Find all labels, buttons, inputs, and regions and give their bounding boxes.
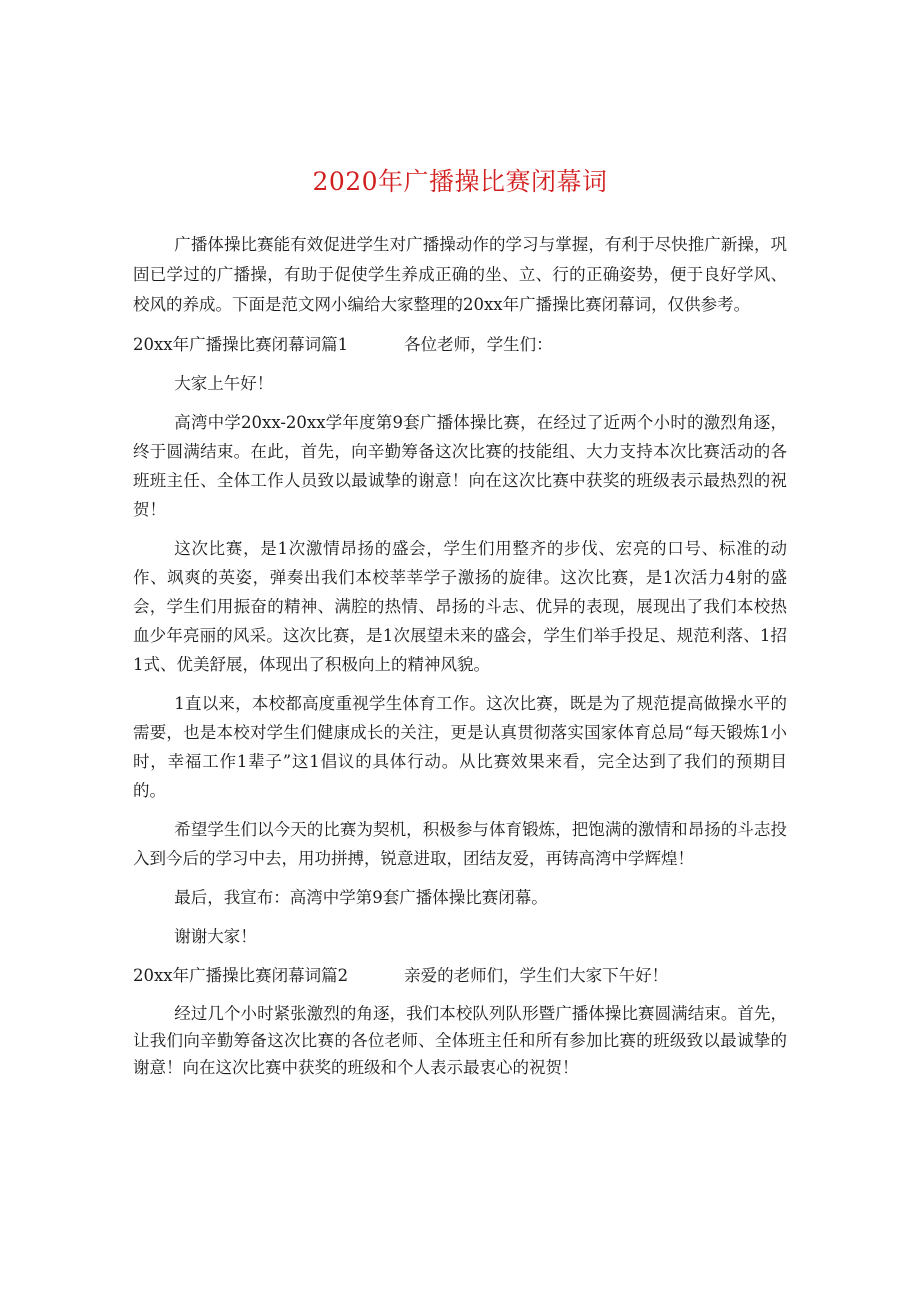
section-1-paragraph-2: 这次比赛，是1次激情昂扬的盛会，学生们用整齐的步伐、宏亮的口号、标准的动作、飒爽的英姿，弹奏出我们本校莘莘学子激扬的旋律。这次比赛，是1次活力4射的盛会，学生们用振奋的精神、满腔的热情、昂扬的斗志、优异的表现，展现出了我们本校热血少年亮丽的风采。这次比赛，是1次展望未来的盛会，学生们举手投足、规范利落、1招1式、优美舒展，体现出了积极向上的精神风貌。 [133,539,787,674]
section-1-paragraph-1: 高湾中学20xx-20xx学年度第9套广播体操比赛，在经过了近两个小时的激烈角逐，终于圆满结束。在此，首先，向辛勤筹备这次比赛的技能组、大力支持本次比赛活动的各班班主任、全体工作人员致以最诚挚的谢意！向在这次比赛中获奖的班级表示最热烈的祝贺！ [133,413,787,519]
intro-paragraph: 广播体操比赛能有效促进学生对广播操动作的学习与掌握，有利于尽快推广新操，巩固已学过的广播操，有助于促使学生养成正确的坐、立、行的正确姿势，便于良好学风、校风的养成。下面是范文网小编给大家整理的20xx年广播操比赛闭幕词，仅供参考。 [133,235,787,314]
section-2-paragraph-1: 经过几个小时紧张激烈的角逐，我们本校队列队形暨广播体操比赛圆满结束。首先，让我们向辛勤筹备这次比赛的各位老师、全体班主任和所有参加比赛的班级致以最诚挚的谢意！向在这次比赛中获奖的班级和个人表示最衷心的祝贺！ [133,1004,787,1077]
section-1-closing: 最后，我宣布：高湾中学第9套广播体操比赛闭幕。 [174,888,548,907]
section-2-heading-line [133,961,787,990]
section-1-heading: 20xx年广播操比赛闭幕词篇1 [133,335,349,354]
section-1-greeting: 大家上午好！ [174,374,274,393]
section-1-salutation: 各位老师，学生们： [404,335,553,354]
section-1-paragraph-3: 1直以来，本校都高度重视学生体育工作。这次比赛，既是为了规范提高做操水平的需要，也是本校对学生们健康成长的关注，更是认真贯彻落实国家体育总局“每天锻炼1小时，幸福工作1辈子”这1倡议的具体行动。从比赛效果来看，完全达到了我们的预期目的。 [133,694,787,800]
document-body [133,230,787,1091]
document-title: 2020年广播操比赛闭幕词 [312,167,608,196]
section-1-paragraph-4: 希望学生们以今天的比赛为契机，积极参与体育锻炼，把饱满的激情和昂扬的斗志投入到今后的学习中去，用功拼搏，锐意进取，团结友爱，再铸高湾中学辉煌！ [133,820,787,868]
section-1-heading-line [133,330,787,359]
section-2-salutation: 亲爱的老师们，学生们大家下午好！ [404,966,669,985]
section-2-heading: 20xx年广播操比赛闭幕词篇2 [133,966,349,985]
section-1-thanks: 谢谢大家！ [174,927,257,946]
